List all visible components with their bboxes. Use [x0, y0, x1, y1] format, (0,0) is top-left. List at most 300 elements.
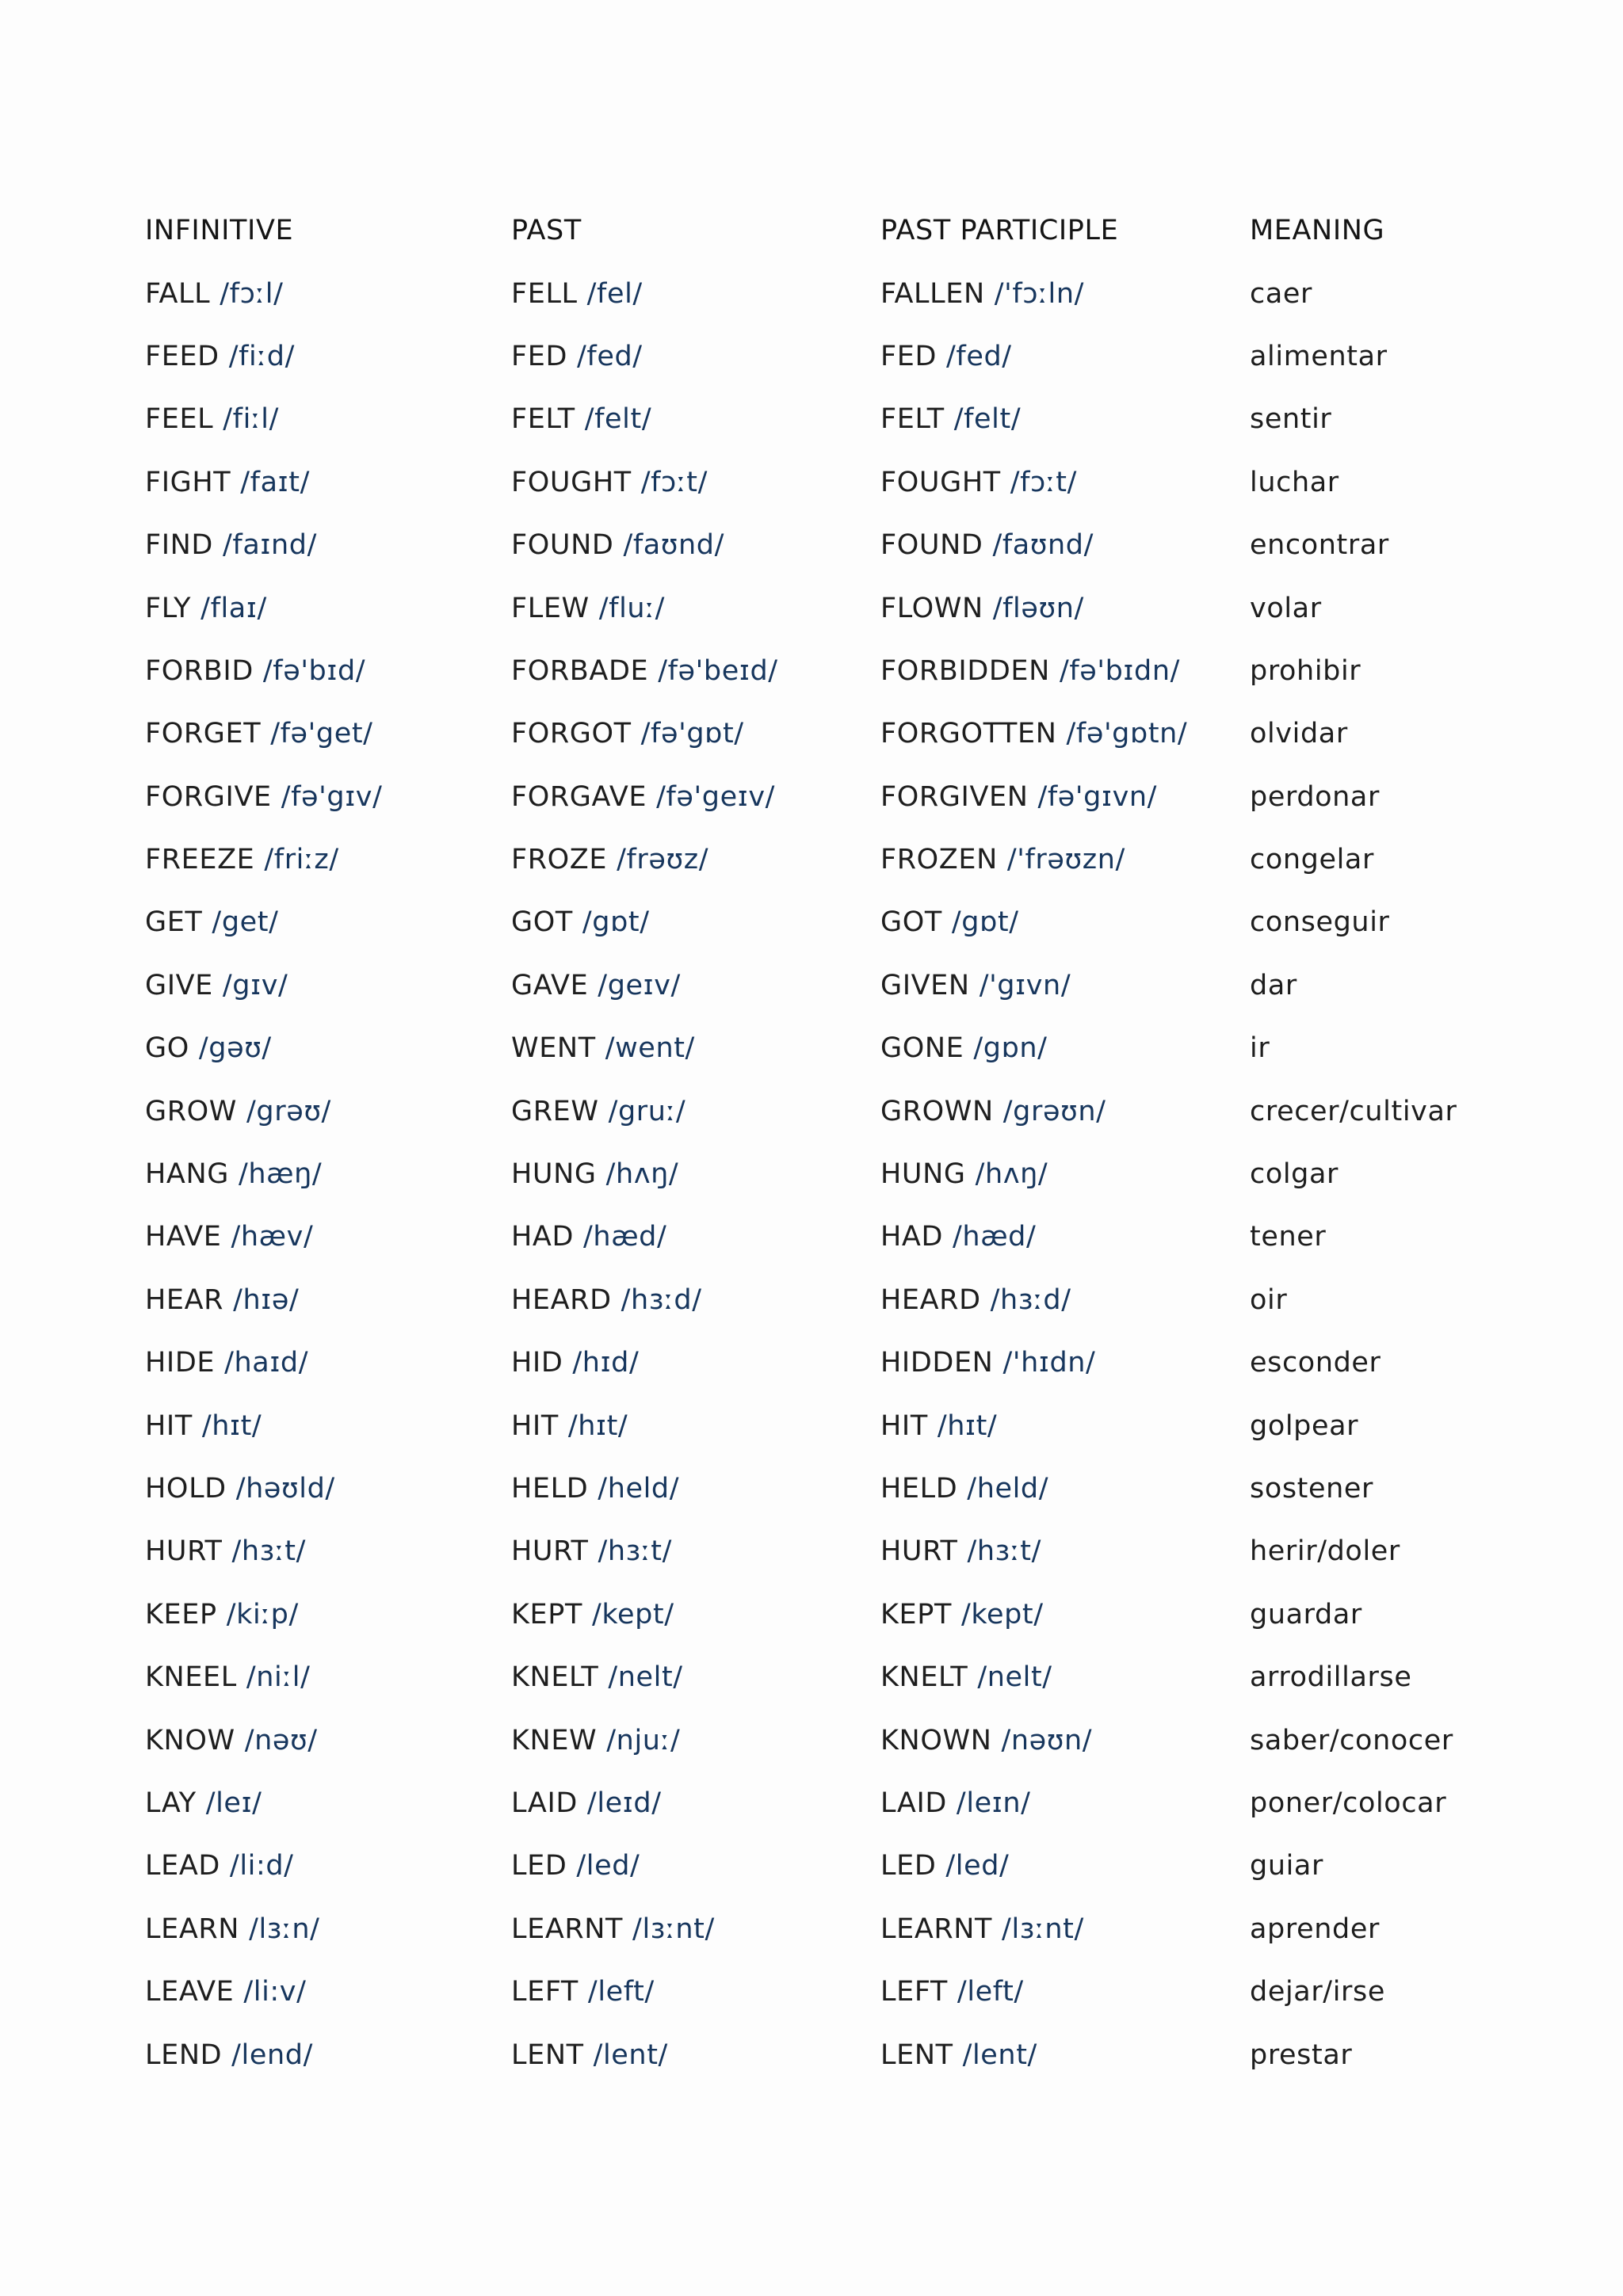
- phonetic-transcription: /left/: [587, 1976, 655, 2008]
- table-row: [145, 1772, 1508, 1835]
- verb-form: GOT: [511, 906, 573, 939]
- past-cell: [511, 1724, 880, 1756]
- header-past: PAST: [511, 215, 582, 247]
- infinitive-cell: [145, 1095, 511, 1127]
- verb-form: HELD: [511, 1473, 589, 1505]
- table-row: [145, 1520, 1508, 1583]
- past-participle-cell: [880, 1158, 1250, 1191]
- infinitive-cell: [145, 654, 511, 687]
- verb-form: WENT: [511, 1032, 596, 1065]
- meaning-text: aprender: [1250, 1913, 1380, 1945]
- infinitive-cell: [145, 403, 511, 436]
- verb-form: FEED: [145, 340, 220, 372]
- phonetic-transcription: /fiːd/: [228, 340, 295, 372]
- phonetic-transcription: /lɜːnt/: [1002, 1913, 1084, 1945]
- meaning-cell: [1250, 1852, 1508, 1880]
- past-cell: [511, 1475, 880, 1503]
- infinitive-cell: [145, 1409, 511, 1442]
- past-cell: [511, 1409, 880, 1442]
- phonetic-transcription: /gruː/: [608, 1095, 686, 1127]
- verb-form: GONE: [880, 1032, 964, 1065]
- infinitive-cell: [145, 1535, 511, 1568]
- verb-form: KNELT: [880, 1661, 968, 1694]
- verb-form: GOT: [880, 906, 942, 939]
- table-row: [145, 640, 1508, 703]
- table-row: [145, 1584, 1508, 1646]
- phonetic-transcription: /fɔːt/: [1010, 466, 1077, 498]
- past-cell: [511, 529, 880, 562]
- phonetic-transcription: /niːl/: [246, 1661, 311, 1694]
- past-participle-cell: [880, 1913, 1250, 1945]
- phonetic-transcription: /fɔːl/: [220, 277, 284, 310]
- meaning-cell: [1250, 2039, 1508, 2071]
- phonetic-transcription: /felt/: [584, 403, 652, 436]
- phonetic-transcription: /get/: [212, 906, 279, 939]
- meaning-text: prohibir: [1250, 654, 1361, 687]
- meaning-cell: [1250, 1535, 1508, 1568]
- table-row: [145, 1206, 1508, 1268]
- verb-form: LENT: [511, 2039, 584, 2071]
- verb-form: GET: [145, 906, 203, 939]
- phonetic-transcription: /nəʊn/: [1001, 1724, 1093, 1756]
- verb-form: GREW: [511, 1095, 599, 1127]
- meaning-text: caer: [1250, 277, 1313, 310]
- infinitive-cell: [145, 1032, 511, 1065]
- table-header-row: [145, 200, 1508, 262]
- verb-form: HAVE: [145, 1221, 222, 1253]
- infinitive-cell: [145, 720, 511, 748]
- past-participle-cell: [880, 277, 1250, 310]
- meaning-cell: [1250, 1283, 1508, 1316]
- phonetic-transcription: /hɜːt/: [598, 1535, 672, 1568]
- verb-form: HAD: [511, 1221, 575, 1253]
- table-row: [145, 1646, 1508, 1709]
- table-row: [145, 2023, 1508, 2086]
- phonetic-transcription: /leɪd/: [586, 1787, 662, 1819]
- phonetic-transcription: /left/: [957, 1976, 1024, 2008]
- past-participle-cell: [880, 1032, 1250, 1065]
- phonetic-transcription: /lent/: [962, 2039, 1037, 2071]
- meaning-cell: [1250, 1661, 1508, 1694]
- past-cell: [511, 654, 880, 687]
- phonetic-transcription: /faɪnd/: [223, 529, 317, 562]
- meaning-text: sostener: [1250, 1473, 1374, 1505]
- infinitive-cell: [145, 906, 511, 939]
- verb-form: HEARD: [880, 1283, 981, 1316]
- verb-form: FALLEN: [880, 277, 985, 310]
- phonetic-transcription: /hɪt/: [567, 1409, 628, 1442]
- phonetic-transcription: /geɪv/: [598, 969, 681, 1001]
- phonetic-transcription: /lɜːnt/: [632, 1913, 715, 1945]
- meaning-cell: [1250, 846, 1508, 874]
- past-cell: [511, 1661, 880, 1694]
- past-participle-cell: [880, 466, 1250, 498]
- verb-form: FIGHT: [145, 466, 231, 498]
- meaning-text: encontrar: [1250, 529, 1389, 562]
- verb-form: KNELT: [511, 1661, 599, 1694]
- phonetic-transcription: /hɪd/: [572, 1347, 640, 1379]
- phonetic-transcription: /hɪə/: [233, 1283, 300, 1316]
- meaning-cell: [1250, 1349, 1508, 1377]
- meaning-text: congelar: [1250, 844, 1374, 876]
- meaning-text: saber/conocer: [1250, 1724, 1453, 1756]
- past-participle-cell: [880, 906, 1250, 939]
- verb-form: LEAD: [145, 1850, 220, 1882]
- past-participle-cell: [880, 1598, 1250, 1630]
- phonetic-transcription: /fə'beɪd/: [658, 654, 778, 687]
- verb-form: FOUND: [880, 529, 983, 562]
- table-row: [145, 703, 1508, 765]
- infinitive-cell: [145, 1661, 511, 1694]
- past-participle-cell: [880, 1349, 1250, 1377]
- past-participle-cell: [880, 1787, 1250, 1819]
- verb-form: HURT: [145, 1535, 223, 1568]
- table-row: [145, 1394, 1508, 1457]
- phonetic-transcription: /nelt/: [977, 1661, 1052, 1694]
- verb-form: HIT: [880, 1409, 928, 1442]
- verb-form: LEFT: [880, 1976, 948, 2008]
- meaning-cell: [1250, 780, 1508, 813]
- past-cell: [511, 1283, 880, 1316]
- meaning-text: dejar/irse: [1250, 1976, 1385, 2008]
- meaning-text: herir/doler: [1250, 1535, 1400, 1568]
- verb-form: LAID: [880, 1787, 947, 1819]
- table-row: [145, 326, 1508, 388]
- past-cell: [511, 1787, 880, 1819]
- phonetic-transcription: /fed/: [946, 340, 1012, 372]
- infinitive-cell: [145, 529, 511, 562]
- past-cell: [511, 1158, 880, 1191]
- table-row: [145, 388, 1508, 451]
- meaning-text: colgar: [1250, 1158, 1339, 1191]
- past-participle-cell: [880, 1409, 1250, 1442]
- infinitive-cell: [145, 1349, 511, 1377]
- meaning-text: dar: [1250, 969, 1297, 1001]
- phonetic-transcription: /lent/: [593, 2039, 668, 2071]
- past-participle-cell: [880, 780, 1250, 813]
- verb-form: GAVE: [511, 969, 589, 1001]
- verb-form: FOUGHT: [511, 466, 632, 498]
- verb-form: LEARNT: [511, 1913, 624, 1945]
- phonetic-transcription: /fed/: [577, 340, 643, 372]
- meaning-cell: [1250, 1032, 1508, 1065]
- verb-form: FREEZE: [145, 844, 255, 876]
- past-participle-cell: [880, 1283, 1250, 1316]
- phonetic-transcription: /həʊld/: [235, 1473, 335, 1505]
- verb-form: HUNG: [880, 1158, 966, 1191]
- verb-form: FORBADE: [511, 654, 649, 687]
- phonetic-transcription: /'hɪdn/: [1002, 1347, 1096, 1379]
- verb-form: FED: [511, 340, 567, 372]
- phonetic-transcription: /fə'gɒtn/: [1066, 718, 1188, 750]
- phonetic-transcription: /faʊnd/: [623, 529, 725, 562]
- phonetic-transcription: /hæd/: [953, 1221, 1037, 1253]
- table-row: [145, 1835, 1508, 1897]
- meaning-text: esconder: [1250, 1347, 1381, 1379]
- phonetic-transcription: /lend/: [231, 2039, 313, 2071]
- infinitive-cell: [145, 1223, 511, 1251]
- phonetic-transcription: /fel/: [586, 277, 643, 310]
- verb-form: GIVEN: [880, 969, 970, 1001]
- phonetic-transcription: /grəʊ/: [246, 1095, 331, 1127]
- verb-form: FELL: [511, 277, 578, 310]
- infinitive-cell: [145, 466, 511, 498]
- meaning-cell: [1250, 466, 1508, 498]
- phonetic-transcription: /hʌŋ/: [605, 1158, 679, 1191]
- meaning-cell: [1250, 1223, 1508, 1251]
- past-participle-cell: [880, 403, 1250, 436]
- verb-form: LENT: [880, 2039, 953, 2071]
- phonetic-transcription: /hæd/: [583, 1221, 667, 1253]
- phonetic-transcription: /hɜːt/: [231, 1535, 306, 1568]
- table-row: [145, 577, 1508, 639]
- verb-form: KEEP: [145, 1598, 217, 1630]
- infinitive-cell: [145, 1724, 511, 1756]
- past-cell: [511, 969, 880, 1001]
- table-row: [145, 452, 1508, 514]
- verb-form: HEARD: [511, 1283, 612, 1316]
- verb-form: FELT: [880, 403, 945, 436]
- infinitive-cell: [145, 1598, 511, 1630]
- irregular-verbs-table: [145, 200, 1508, 2087]
- phonetic-transcription: /gɒt/: [582, 906, 650, 939]
- infinitive-cell: [145, 846, 511, 874]
- phonetic-transcription: /fləʊn/: [992, 592, 1084, 624]
- verb-form: LEARNT: [880, 1913, 993, 1945]
- table-row: [145, 514, 1508, 577]
- meaning-cell: [1250, 1978, 1508, 2006]
- past-cell: [511, 1032, 880, 1065]
- infinitive-cell: [145, 340, 511, 372]
- verb-form: HIT: [145, 1409, 193, 1442]
- verb-form: HUNG: [511, 1158, 597, 1191]
- past-cell: [511, 1349, 880, 1377]
- table-body: [145, 262, 1508, 2086]
- meaning-cell: [1250, 403, 1508, 436]
- table-row: [145, 1709, 1508, 1772]
- verb-form: HURT: [880, 1535, 958, 1568]
- phonetic-transcription: /nəʊ/: [244, 1724, 318, 1756]
- phonetic-transcription: /fə'bɪdn/: [1059, 654, 1181, 687]
- meaning-cell: [1250, 1787, 1508, 1819]
- infinitive-cell: [145, 2039, 511, 2071]
- past-cell: [511, 466, 880, 498]
- verb-form: FORGOT: [511, 718, 632, 750]
- phonetic-transcription: /led/: [576, 1850, 640, 1882]
- meaning-cell: [1250, 1409, 1508, 1442]
- verb-form: GROWN: [880, 1095, 994, 1127]
- phonetic-transcription: /hɜːd/: [621, 1283, 702, 1316]
- past-participle-cell: [880, 654, 1250, 687]
- verb-form: FEEL: [145, 403, 214, 436]
- meaning-cell: [1250, 1724, 1508, 1756]
- past-cell: [511, 2039, 880, 2071]
- verb-form: FROZEN: [880, 844, 998, 876]
- verb-form: LED: [880, 1850, 937, 1882]
- phonetic-transcription: /fɔːt/: [640, 466, 708, 498]
- past-cell: [511, 720, 880, 748]
- verb-form: FOUND: [511, 529, 614, 562]
- phonetic-transcription: /gəʊ/: [198, 1032, 272, 1065]
- meaning-cell: [1250, 720, 1508, 748]
- past-cell: [511, 1535, 880, 1568]
- table-row: [145, 1143, 1508, 1206]
- verb-form: FLY: [145, 592, 192, 624]
- meaning-cell: [1250, 969, 1508, 1001]
- phonetic-transcription: /fə'gɪv/: [281, 780, 383, 813]
- infinitive-cell: [145, 1978, 511, 2006]
- infinitive-cell: [145, 1787, 511, 1819]
- table-row: [145, 766, 1508, 829]
- past-cell: [511, 1095, 880, 1127]
- meaning-text: guiar: [1250, 1850, 1323, 1882]
- phonetic-transcription: /hɪt/: [201, 1409, 262, 1442]
- verb-form: LEAVE: [145, 1976, 235, 2008]
- past-cell: [511, 846, 880, 874]
- infinitive-cell: [145, 780, 511, 813]
- table-row: [145, 891, 1508, 954]
- phonetic-transcription: /hɜːt/: [967, 1535, 1041, 1568]
- past-participle-cell: [880, 1724, 1250, 1756]
- meaning-cell: [1250, 906, 1508, 939]
- verb-form: KNOW: [145, 1724, 235, 1756]
- infinitive-cell: [145, 592, 511, 624]
- phonetic-transcription: /gɪv/: [222, 969, 288, 1001]
- meaning-cell: [1250, 1158, 1508, 1191]
- phonetic-transcription: /faʊnd/: [992, 529, 1094, 562]
- phonetic-transcription: /fluː/: [598, 592, 665, 624]
- header-infinitive: INFINITIVE: [145, 215, 294, 247]
- phonetic-transcription: /faɪt/: [240, 466, 310, 498]
- past-participle-cell: [880, 1535, 1250, 1568]
- infinitive-cell: [145, 969, 511, 1001]
- past-participle-cell: [880, 1978, 1250, 2006]
- infinitive-cell: [145, 1913, 511, 1945]
- phonetic-transcription: /gɒt/: [951, 906, 1019, 939]
- verb-form: LED: [511, 1850, 567, 1882]
- phonetic-transcription: /frəʊz/: [617, 844, 709, 876]
- header-meaning: MEANING: [1250, 215, 1385, 247]
- past-participle-cell: [880, 1852, 1250, 1880]
- past-participle-cell: [880, 1223, 1250, 1251]
- past-participle-cell: [880, 592, 1250, 624]
- verb-form: HANG: [145, 1158, 229, 1191]
- infinitive-cell: [145, 1852, 511, 1880]
- verb-form: HID: [511, 1347, 563, 1379]
- meaning-text: crecer/cultivar: [1250, 1095, 1457, 1127]
- verb-form: LAID: [511, 1787, 578, 1819]
- verb-form: KNOWN: [880, 1724, 992, 1756]
- verb-form: LEND: [145, 2039, 223, 2071]
- meaning-text: sentir: [1250, 403, 1332, 436]
- verb-form: HOLD: [145, 1473, 227, 1505]
- meaning-text: luchar: [1250, 466, 1339, 498]
- phonetic-transcription: /held/: [967, 1473, 1049, 1505]
- phonetic-transcription: /li:d/: [229, 1850, 294, 1882]
- table-row: [145, 1017, 1508, 1080]
- phonetic-transcription: /fə'get/: [270, 718, 373, 750]
- verb-form: FORBIDDEN: [880, 654, 1050, 687]
- phonetic-transcription: /gɒn/: [973, 1032, 1048, 1065]
- verb-form: FED: [880, 340, 937, 372]
- table-row: [145, 1898, 1508, 1961]
- phonetic-transcription: /'fɔːln/: [994, 277, 1085, 310]
- verb-form: FOUGHT: [880, 466, 1001, 498]
- meaning-text: prestar: [1250, 2039, 1353, 2071]
- phonetic-transcription: /hʌŋ/: [975, 1158, 1048, 1191]
- infinitive-cell: [145, 1158, 511, 1191]
- verb-form: FLOWN: [880, 592, 983, 624]
- phonetic-transcription: /flaɪ/: [200, 592, 267, 624]
- phonetic-transcription: /haɪd/: [224, 1347, 309, 1379]
- phonetic-transcription: /felt/: [953, 403, 1022, 436]
- meaning-text: perdonar: [1250, 780, 1380, 813]
- past-cell: [511, 592, 880, 624]
- meaning-cell: [1250, 1095, 1508, 1127]
- meaning-text: oir: [1250, 1283, 1288, 1316]
- infinitive-cell: [145, 277, 511, 310]
- verb-form: FIND: [145, 529, 213, 562]
- phonetic-transcription: /went/: [605, 1032, 695, 1065]
- meaning-cell: [1250, 1475, 1508, 1503]
- verb-form: GO: [145, 1032, 189, 1065]
- past-cell: [511, 277, 880, 310]
- phonetic-transcription: /leɪ/: [205, 1787, 262, 1819]
- meaning-cell: [1250, 1913, 1508, 1945]
- past-participle-cell: [880, 969, 1250, 1001]
- verb-form: LEARN: [145, 1913, 240, 1945]
- meaning-cell: [1250, 1598, 1508, 1630]
- table-row: [145, 1080, 1508, 1142]
- phonetic-transcription: /'frəʊzn/: [1006, 844, 1125, 876]
- phonetic-transcription: /held/: [598, 1473, 680, 1505]
- past-cell: [511, 1978, 880, 2006]
- past-participle-cell: [880, 1095, 1250, 1127]
- past-cell: [511, 1223, 880, 1251]
- verb-form: FORBID: [145, 654, 254, 687]
- phonetic-transcription: /li:v/: [243, 1976, 307, 2008]
- past-participle-cell: [880, 1661, 1250, 1694]
- past-cell: [511, 340, 880, 372]
- meaning-text: golpear: [1250, 1409, 1359, 1442]
- verb-form: FELT: [511, 403, 575, 436]
- verb-form: HIDE: [145, 1347, 216, 1379]
- past-cell: [511, 1598, 880, 1630]
- table-row: [145, 1961, 1508, 2023]
- meaning-cell: [1250, 592, 1508, 624]
- meaning-text: arrodillarse: [1250, 1661, 1412, 1694]
- phonetic-transcription: /hɪt/: [937, 1409, 998, 1442]
- past-cell: [511, 780, 880, 813]
- phonetic-transcription: /friːz/: [264, 844, 339, 876]
- verb-form: GROW: [145, 1095, 237, 1127]
- verb-form: FORGET: [145, 718, 262, 750]
- verb-form: FROZE: [511, 844, 608, 876]
- phonetic-transcription: /kept/: [960, 1598, 1044, 1630]
- meaning-text: guardar: [1250, 1598, 1362, 1630]
- past-participle-cell: [880, 846, 1250, 874]
- verb-form: FORGOTTEN: [880, 718, 1057, 750]
- phonetic-transcription: /hɜːd/: [990, 1283, 1071, 1316]
- table-row: [145, 829, 1508, 891]
- phonetic-transcription: /lɜːn/: [249, 1913, 320, 1945]
- meaning-text: conseguir: [1250, 906, 1390, 939]
- infinitive-cell: [145, 1475, 511, 1503]
- table-row: [145, 1269, 1508, 1332]
- meaning-cell: [1250, 529, 1508, 562]
- verb-form: LEFT: [511, 1976, 579, 2008]
- meaning-text: volar: [1250, 592, 1322, 624]
